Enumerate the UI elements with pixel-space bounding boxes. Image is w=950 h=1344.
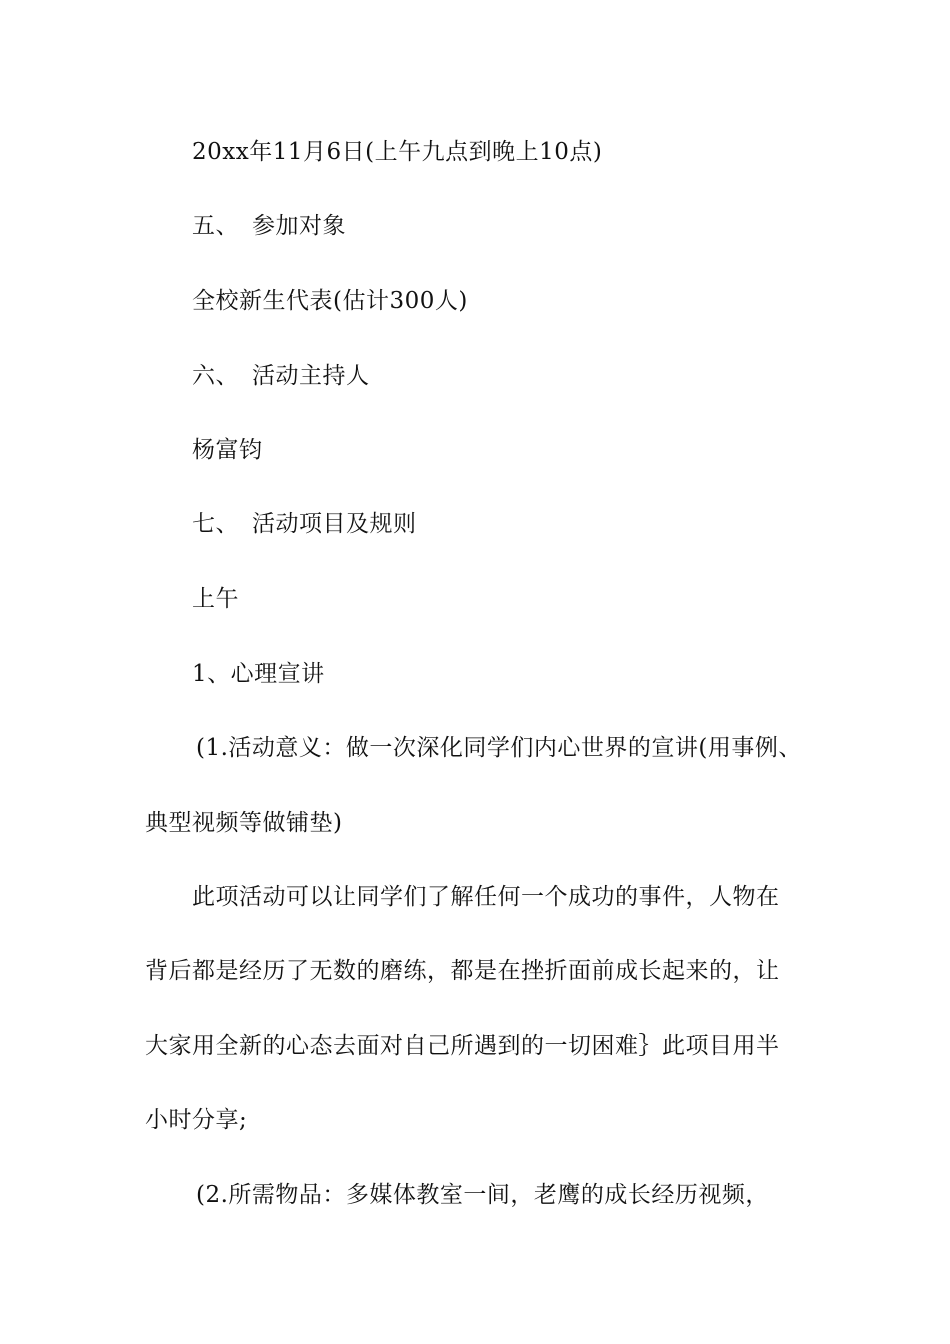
section-title: 活动主持人 — [252, 363, 370, 389]
section-number: 六、 — [192, 363, 239, 389]
paragraph-line: (2.所需物品：多媒体教室一间，老鹰的成长经历视频， — [196, 1182, 769, 1208]
paragraph-line: 大家用全新的心态去面对自己所遇到的一切困难｝此项目用半 — [145, 1033, 780, 1059]
section-number: 七、 — [192, 511, 239, 537]
paragraph-line: 此项活动可以让同学们了解任何一个成功的事件，人物在 — [192, 884, 780, 910]
paragraph-line: (1.活动意义：做一次深化同学们内心世界的宣讲(用事例、 — [196, 735, 802, 761]
host-name-line: 杨富钧 — [192, 437, 263, 463]
paragraph-line: 典型视频等做铺垫) — [145, 810, 343, 836]
section-number: 五、 — [192, 213, 239, 239]
event-date-line: 20xx年11月6日(上午九点到晚上10点) — [192, 139, 603, 165]
section-title: 活动项目及规则 — [252, 511, 417, 537]
participants-line: 全校新生代表(估计300人) — [192, 288, 468, 314]
section-heading-host — [192, 361, 370, 391]
section-heading-activities — [192, 509, 417, 539]
item-heading-psych-talk: 1、心理宣讲 — [192, 661, 325, 687]
morning-label: 上午 — [192, 586, 239, 612]
section-title: 参加对象 — [252, 213, 346, 239]
paragraph-line: 背后都是经历了无数的磨练，都是在挫折面前成长起来的，让 — [145, 958, 780, 984]
section-heading-participants — [192, 211, 346, 241]
paragraph-line: 小时分享; — [145, 1107, 248, 1133]
